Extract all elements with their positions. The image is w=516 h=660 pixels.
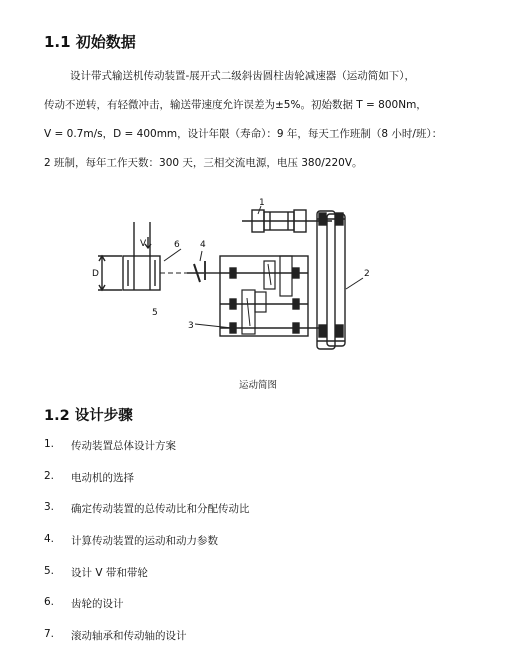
step-number: 2. [44, 469, 55, 482]
figure-caption: 运动简图 [238, 380, 277, 391]
step-number: 4. [44, 533, 55, 546]
initial-data-paragraph [44, 62, 474, 178]
label-4: 4 [200, 240, 206, 250]
gearbox-housing [220, 256, 320, 336]
label-3: 3 [188, 321, 194, 331]
label-6: 6 [174, 240, 180, 250]
list-item [44, 470, 250, 502]
label-v: V [140, 239, 147, 249]
list-item [44, 533, 250, 565]
conveyor-drum [123, 222, 160, 290]
list-item [44, 596, 250, 628]
label-1: 1 [259, 198, 265, 208]
step-text: 设计 V 带和带轮 [71, 566, 148, 579]
label-5: 5 [152, 308, 158, 318]
step-number: 5. [44, 564, 55, 577]
step-number: 3. [44, 501, 55, 514]
list-item [44, 628, 250, 660]
section-title-design-steps: 1.2 设计步骤 [44, 408, 133, 424]
list-item [44, 565, 250, 597]
paragraph-line: 传动不逆转，有轻微冲击，输送带速度允许误差为±5%。初始数据 T = 800Nm， [44, 99, 427, 111]
step-text: 滚动轴承和传动轴的设计 [71, 630, 187, 643]
diameter-dimension [98, 256, 122, 290]
step-number: 6. [44, 596, 55, 609]
step-text: 确定传动装置的总传动比和分配传动比 [71, 503, 250, 516]
step-text: 齿轮的设计 [71, 598, 124, 611]
paragraph-line: 设计带式输送机传动装置-展开式二级斜齿圆柱齿轮减速器（运动简如下）， [70, 70, 416, 82]
v-belt-drive [317, 211, 345, 349]
list-item [44, 438, 250, 470]
design-steps-list [44, 438, 250, 660]
label-2: 2 [364, 269, 370, 279]
step-text: 电动机的选择 [71, 471, 134, 484]
step-text: 传动装置总体设计方案 [71, 440, 176, 452]
paragraph-line: 2 班制，每年工作天数：300 天，三相交流电源，电压 380/220V。 [44, 157, 363, 169]
kinematic-diagram [92, 186, 382, 361]
paragraph-line: V = 0.7m/s，D = 400mm，设计年限（寿命）：9 年，每天工作班制（8 小时/班）： [44, 128, 443, 140]
list-item [44, 501, 250, 533]
section-title-initial-data: 1.1 初始数据 [44, 33, 136, 51]
step-number: 7. [44, 628, 55, 641]
label-d: D [92, 269, 99, 279]
step-text: 计算传动装置的运动和动力参数 [71, 535, 218, 548]
step-number: 1. [44, 438, 55, 450]
